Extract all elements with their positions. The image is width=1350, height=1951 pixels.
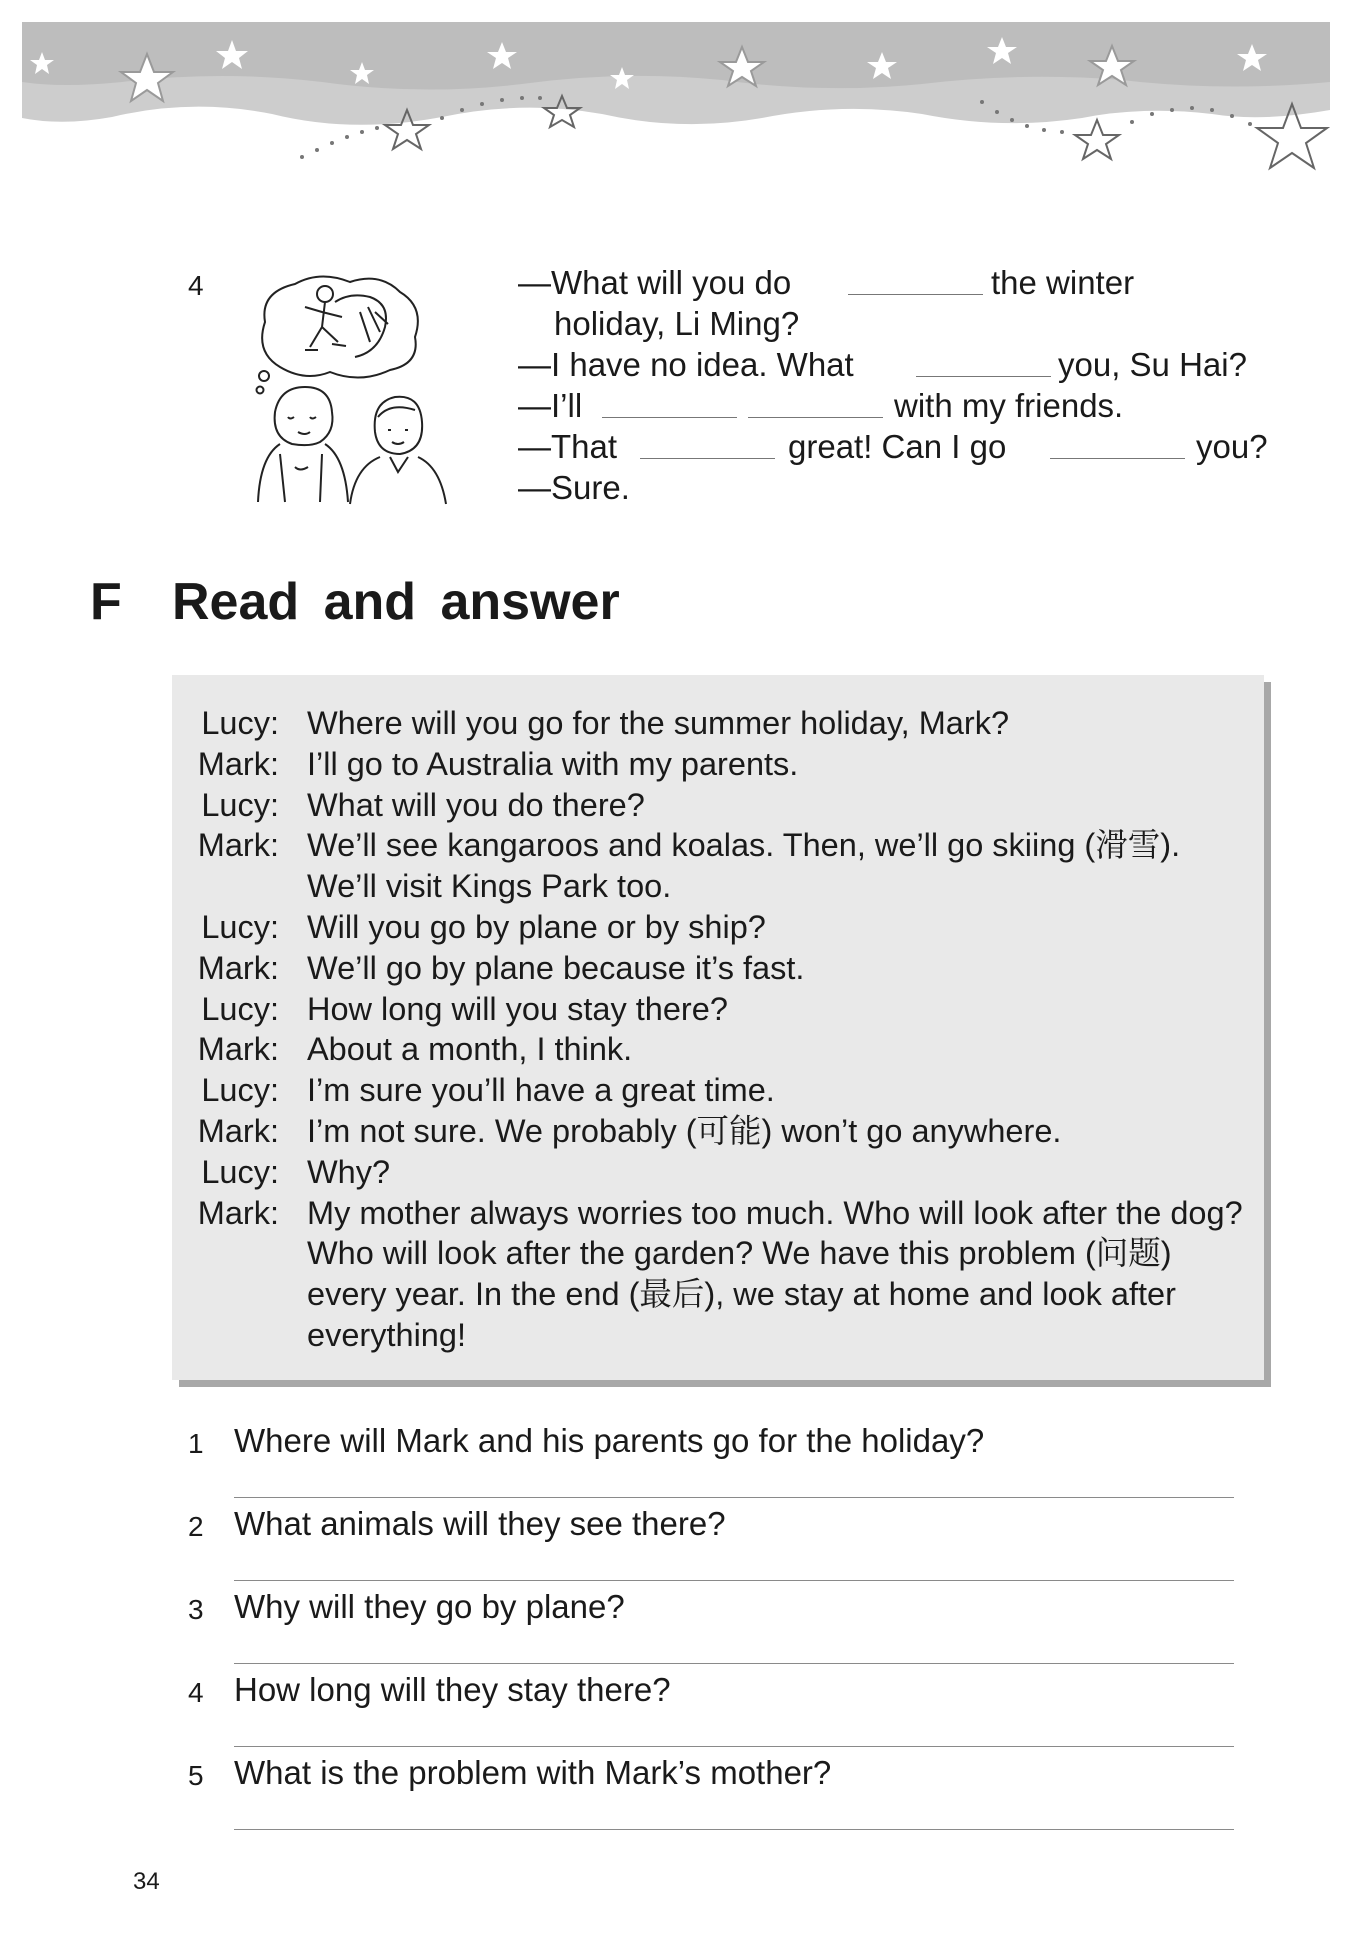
dialogue-text: —That [518,428,618,465]
question-item [188,1669,1238,1752]
speaker-name: Mark: [197,827,279,864]
speaker-name: Mark: [197,745,279,782]
dialogue-line-4 [518,385,1288,426]
dialogue-line-1 [518,262,1288,303]
dialogue-text: the winter [991,264,1135,301]
question-text: What is the problem with Mark’s mother? [234,1754,832,1791]
dialogue-row [185,1029,1260,1070]
question-number: 4 [188,1677,204,1708]
speaker-name: Lucy: [201,1072,279,1109]
speech-text: I’ll go to Australia with my parents. [307,745,799,782]
speech-text: My mother always worries too much. Who will look after the dog? Who will look after the garden? We have this problem (问题) every year. In the end (最后), we stay at home and look after everything! [307,1194,1243,1353]
answer-blank[interactable] [1050,426,1185,468]
speaker-name: Mark: [197,1031,279,1068]
question-number: 1 [188,1428,204,1459]
question-text: Where will Mark and his parents go for the holiday? [234,1422,985,1459]
speaker-name: Lucy: [201,990,279,1027]
answer-blank[interactable] [916,344,1051,386]
dialogue-row [185,1193,1260,1356]
speech-text: We’ll go by plane because it’s fast. [307,949,805,986]
question-item [188,1420,1238,1503]
speech-text: Why? [307,1153,391,1190]
speaker-name: Lucy: [201,786,279,823]
question-text: Why will they go by plane? [234,1588,625,1625]
dialogue-text: —I’ll [518,387,583,424]
dialogue-text: holiday, Li Ming? [554,305,800,342]
page-number: 34 [133,1868,160,1895]
question-item [188,1586,1238,1669]
dialogue-line-5 [518,426,1288,467]
dialogue-line-2 [518,303,1288,344]
dialogue-line-6 [518,467,1288,508]
section-title: Read and answer [172,573,620,631]
speech-text: Will you go by plane or by ship? [307,908,766,945]
exercise-4-dialogue [518,262,1288,508]
speaker-name: Mark: [197,949,279,986]
speaker-name: Mark: [197,1112,279,1149]
dialogue-row [185,825,1260,907]
speech-text: What will you do there? [307,786,645,823]
question-number: 5 [188,1760,204,1791]
dialogue-text: —I have no idea. What [518,346,854,383]
exercise-number: 4 [188,270,204,301]
speaker-name: Lucy: [201,705,279,741]
dialogue-row [185,907,1260,948]
speaker-name: Lucy: [201,908,279,945]
question-text: How long will they stay there? [234,1671,671,1708]
speech-text: We’ll see kangaroos and koalas. Then, we’ll go skiing (滑雪). We’ll visit Kings Park too. [307,827,1181,905]
speech-text: I’m not sure. We probably (可能) won’t go anywhere. [307,1112,1062,1149]
answer-blank[interactable] [748,385,883,427]
dialogue-text: with my friends. [894,387,1124,424]
dialogue-row [185,744,1260,785]
speech-text: About a month, I think. [307,1031,633,1068]
dialogue-row [185,948,1260,989]
answer-line[interactable] [234,1497,1234,1498]
comprehension-questions [188,1420,1238,1835]
section-letter: F [90,573,122,631]
speaker-name: Lucy: [201,1153,279,1190]
question-item [188,1752,1238,1835]
dialogue-text: you? [1196,428,1268,465]
question-number: 2 [188,1511,204,1542]
speech-text: How long will you stay there? [307,990,728,1027]
dialogue-row [185,785,1260,826]
answer-blank[interactable] [640,426,775,468]
dialogue-row [185,1152,1260,1193]
dialogue-row [185,1111,1260,1152]
dialogue-row [185,989,1260,1030]
reading-dialogue [185,703,1260,1356]
dialogue-row [185,703,1260,744]
answer-line[interactable] [234,1746,1234,1747]
dialogue-text: —Sure. [518,469,630,506]
star-banner-decoration [22,22,1330,202]
answer-line[interactable] [234,1829,1234,1830]
dialogue-text: great! Can I go [788,428,1007,465]
answer-blank[interactable] [848,262,983,304]
dialogue-row [185,1070,1260,1111]
speech-text: I’m sure you’ll have a great time. [307,1072,775,1109]
answer-blank[interactable] [602,385,737,427]
dialogue-line-3 [518,344,1288,385]
children-dream-illustration [250,272,465,507]
speaker-name: Mark: [197,1194,279,1231]
question-text: What animals will they see there? [234,1505,726,1542]
answer-line[interactable] [234,1663,1234,1664]
question-number: 3 [188,1594,204,1625]
question-item [188,1503,1238,1586]
answer-line[interactable] [234,1580,1234,1581]
dialogue-text: you, Su Hai? [1058,346,1247,383]
speech-text: Where will you go for the summer holiday, Mark? [307,705,1010,741]
dialogue-text: —What will you do [518,264,792,301]
